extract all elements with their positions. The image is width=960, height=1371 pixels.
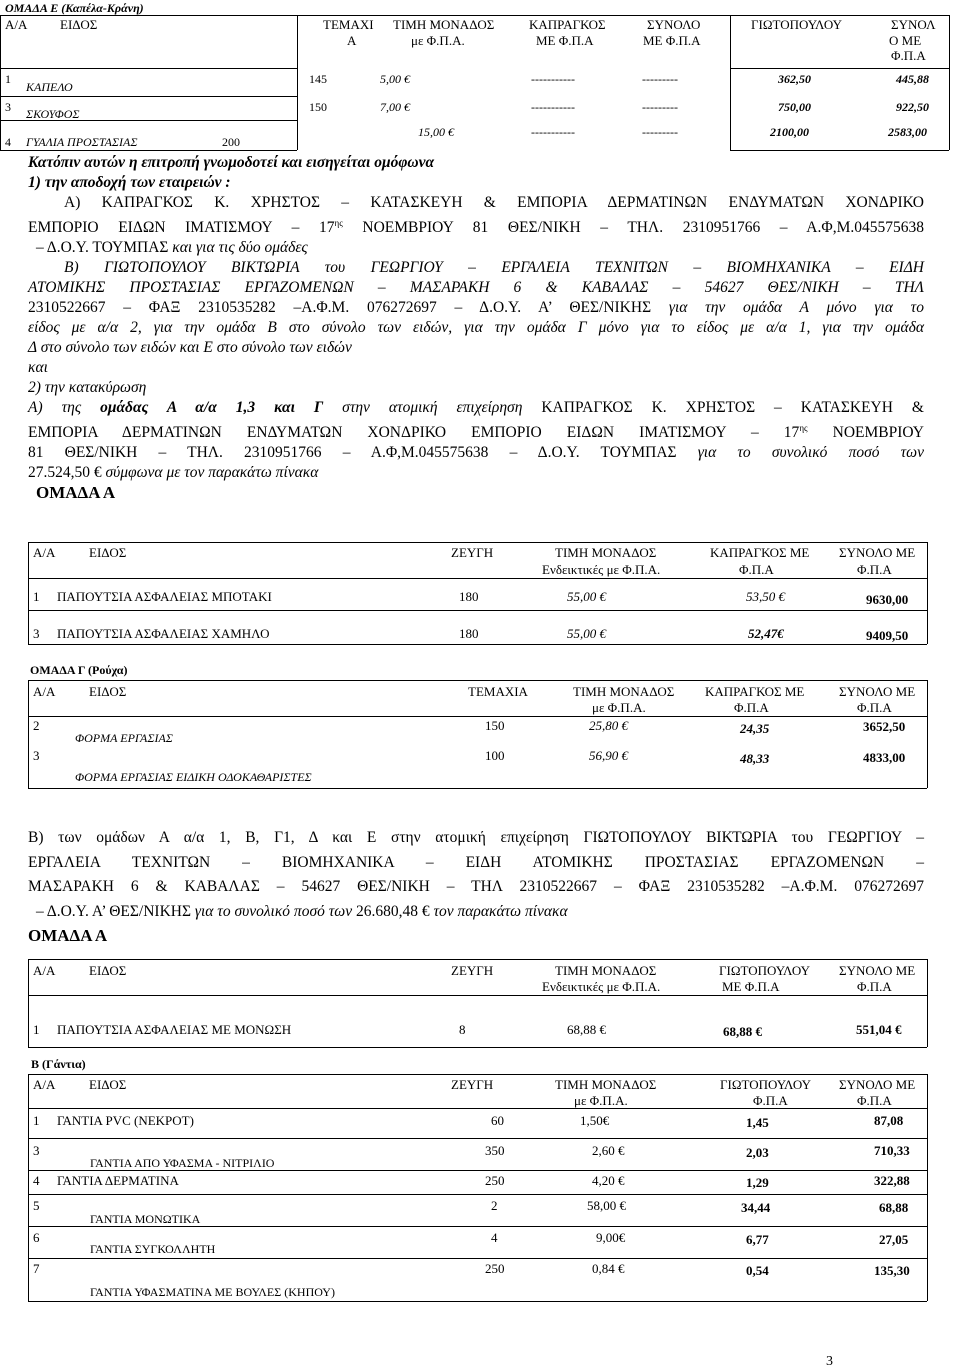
col-header-synolo-b-2: Ο ΜΕ [889, 33, 922, 48]
group-title: Β (Γάντια) [31, 1057, 86, 1071]
col-header-temaxia: ΤΕΜΑΧΙ [323, 17, 374, 32]
cell-qty: 250 [485, 1173, 505, 1188]
col-header-kapragkos-2: Φ.Π.Α [734, 700, 769, 715]
col-header-synolo-b-3: Φ.Π.Α [891, 48, 926, 63]
company-b-line: Β) ΓΙΩΤΟΠΟΥΛΟΥ ΒΙΚΤΩΡΙΑ του ΓΕΩΡΓΙΟΥ – ΕΡΓΑΛΕΙΑ ΤΕΧΝΙΤΩΝ – ΒΙΟΜΗΧΑΝΙΚΑ – ΕΙΔΗ [64, 259, 924, 277]
cell-qty: 100 [485, 748, 505, 763]
cell-synolo: 9630,00 [866, 592, 909, 607]
cell-price: 1,50€ [580, 1113, 610, 1128]
col-header-aa: Α/Α [33, 1077, 56, 1092]
col-header-synolo-2: ΜΕ Φ.Π.Α [643, 33, 701, 48]
cell-synolo: 27,05 [879, 1232, 909, 1247]
col-header-kapragkos: ΚΑΠΡΑΓΚΟΣ [529, 17, 606, 32]
cell-eidos: ΓΑΝΤΙΑ PVC (ΝΕΚΡΟΤ) [57, 1113, 194, 1128]
company-b-line-3: 2310522667 – ΦΑΞ 2310535282 –Α.Φ.Μ. 076272697 – Δ.Ο.Υ. Α’ ΘΕΣ/ΝΙΚΗΣ για την ομάδα Α μόνο για το [28, 299, 924, 317]
cell-qty: 4 [491, 1230, 498, 1245]
company-b-line-2: ΑΤΟΜΙΚΗΣ ΠΡΟΣΤΑΣΙΑΣ ΕΡΓΑΖΟΜΕΝΩΝ – ΜΑΣΑΡΑΚΗ 6 & ΚΑΒΑΛΑΣ – 54627 ΘΕΣ/ΝΙΚΗ – ΤΗΛ [28, 279, 924, 297]
cell-synolo: 4833,00 [863, 750, 906, 765]
cell-aa: 1 [33, 1022, 40, 1037]
col-header-kapragkos: ΚΑΠΡΑΓΚΟΣ ΜΕ [710, 545, 810, 560]
cell-qty: 60 [491, 1113, 504, 1128]
col-header-zeygi: ΖΕΥΓΗ [451, 545, 494, 560]
award-b-line-2: ΕΡΓΑΛΕΙΑ ΤΕΧΝΙΤΩΝ – ΒΙΟΜΗΧΑΝΙΚΑ – ΕΙΔΗ ΑΤΟΜΙΚΗΣ ΠΡΟΣΤΑΣΙΑΣ ΕΡΓΑΖΟΜΕΝΩΝ – [28, 853, 924, 871]
cell-eidos: ΣΚΟΥΦΟΣ [26, 107, 80, 121]
cell-aa: 7 [33, 1261, 40, 1276]
company-a-line-3: – Δ.Ο.Υ. ΤΟΥΜΠΑΣ και για τις δύο ομάδες [36, 239, 308, 257]
col-header-synolo-2: Φ.Π.Α [857, 700, 892, 715]
col-header-giotopoulou: ΓΙΩΤΟΠΟΥΛΟΥ [751, 17, 843, 32]
col-header-synolo-2: Φ.Π.Α [857, 562, 892, 577]
cell-eidos: ΚΑΠΕΛΟ [26, 80, 73, 94]
cell-synolo: 9409,50 [866, 628, 909, 643]
cell-kapragkos: 52,47€ [748, 626, 784, 641]
cell-qty: 2 [491, 1198, 498, 1213]
col-header-giotopoulou: ΓΙΩΤΟΠΟΥΛΟΥ [720, 1077, 812, 1092]
cell-price: 2,60 € [592, 1143, 625, 1158]
cell-eidos: ΓΑΝΤΙΑ ΣΥΓΚΟΛΛΗΤΗ [90, 1242, 216, 1256]
col-header-aa: Α/Α [5, 17, 28, 32]
award-a-line: Α) της ομάδας Α α/α 1,3 και Γ στην ατομική επιχείρηση ΚΑΠΡΑΓΚΟΣ Κ. ΧΡΗΣΤΟΣ – ΚΑΤΑΣΚΕΥΗ & [28, 399, 924, 417]
cell-synolo: --------- [642, 125, 678, 139]
cell-synolo-b: 922,50 [896, 100, 929, 114]
cell-qty: 250 [485, 1261, 505, 1276]
cell-eidos: ΓΑΝΤΙΑ ΑΠΟ ΥΦΑΣΜΑ - ΝΙΤΡΙΛΙΟ [90, 1156, 275, 1170]
cell-aa: 4 [33, 1173, 40, 1188]
col-header-aa: Α/Α [33, 545, 56, 560]
col-header-zeygi: ΖΕΥΓΗ [451, 963, 494, 978]
and-line: και [28, 359, 48, 377]
col-header-synolo: ΣΥΝΟΛΟ ΜΕ [839, 1077, 916, 1092]
cell-qty: 350 [485, 1143, 505, 1158]
cell-aa: 3 [5, 100, 11, 114]
cell-qty: 8 [459, 1022, 466, 1037]
cell-aa: 2 [33, 718, 40, 733]
cell-eidos: ΠΑΠΟΥΤΣΙΑ ΑΣΦΑΛΕΙΑΣ ΜΕ ΜΟΝΩΣΗ [57, 1022, 292, 1037]
col-header-timi: ΤΙΜΗ ΜΟΝΑΔΟΣ [573, 684, 675, 699]
award-b-line: Β) των ομάδων Α α/α 1, Β, Γ1, Δ και Ε στην ατομική επιχείρηση ΓΙΩΤΟΠΟΥΛΟΥ ΒΙΚΤΩΡΙΑ του ΓΕΩΡΓΙΟΥ – [28, 829, 924, 846]
cell-eidos: ΦΟΡΜΑ ΕΡΓΑΣΙΑΣ ΕΙΔΙΚΗ ΟΔΟΚΑΘΑΡΙΣΤΕΣ [75, 770, 312, 784]
cell-qty: 180 [459, 626, 479, 641]
cell-aa: 3 [33, 748, 40, 763]
cell-price: 4,20 € [592, 1173, 625, 1188]
award-a-line-2: ΕΜΠΟΡΙΑ ΔΕΡΜΑΤΙΝΩΝ ΕΝΔΥΜΑΤΩΝ ΧΟΝΔΡΙΚΟ ΕΜΠΟΡΙΟ ΕΙΔΩΝ ΙΜΑΤΙΣΜΟΥ – $17^{\eta\varsigma}$ ΝΟΕΜΒΡΙΟΥ [28, 423, 924, 442]
cell-kapragkos: ----------- [531, 125, 575, 139]
col-header-synolo-2: Φ.Π.Α [857, 979, 892, 994]
col-header-aa: Α/Α [33, 963, 56, 978]
col-header-timi: ΤΙΜΗ ΜΟΝΑΔΟΣ [555, 1077, 657, 1092]
group-a-title: ΟΜΑΔΑ Α [28, 926, 108, 945]
cell-synolo: --------- [642, 100, 678, 114]
group-title: ΟΜΑΔΑ Ε (Καπέλα-Κράνη) [5, 1, 144, 15]
cell-giotopoulou: 6,77 [746, 1232, 769, 1247]
cell-synolo: 710,33 [874, 1143, 910, 1158]
col-header-synolo: ΣΥΝΟΛΟ ΜΕ [839, 684, 916, 699]
cell-price: 15,00 € [418, 125, 454, 139]
col-header-giotopoulou-2: Φ.Π.Α [753, 1093, 788, 1108]
col-header-timi-2: Ενδεικτικές με Φ.Π.Α. [542, 979, 661, 994]
cell-kapragkos: ----------- [531, 100, 575, 114]
col-header-timi-2: με Φ.Π.Α. [592, 700, 646, 715]
cell-giotopoulou: 1,29 [746, 1175, 769, 1190]
col-header-temaxia-2: Α [347, 33, 357, 48]
col-header-timi: ΤΙΜΗ ΜΟΝΑΔΟΣ [555, 963, 657, 978]
col-header-giotopoulou: ΓΙΩΤΟΠΟΥΛΟΥ [719, 963, 811, 978]
col-header-kapragkos: ΚΑΠΡΑΓΚΟΣ ΜΕ [705, 684, 805, 699]
col-header-aa: Α/Α [33, 684, 56, 699]
col-header-timi: ΤΙΜΗ ΜΟΝΑΔΟΣ [555, 545, 657, 560]
cell-synolo: 68,88 [879, 1200, 909, 1215]
col-header-temaxia: ΤΕΜΑΧΙΑ [468, 684, 528, 699]
col-header-eidos: ΕΙΔΟΣ [89, 684, 127, 699]
cell-eidos: ΦΟΡΜΑ ΕΡΓΑΣΙΑΣ [75, 731, 173, 745]
col-header-kapragkos-2: Φ.Π.Α [739, 562, 774, 577]
award-b-text [28, 826, 924, 949]
group-title: ΟΜΑΔΑ Γ (Ρούχα) [30, 663, 128, 677]
decision-intro: Κατόπιν αυτών η επιτροπή γνωμοδοτεί και εισηγείται ομόφωνα [28, 154, 435, 171]
groups-line: είδος με α/α 2, για την ομάδα Β στο σύνολο των ειδών, για την ομάδα Γ μόνο για το είδος με α/α 1, για την ομάδα [28, 319, 924, 337]
cell-synolo: --------- [642, 72, 678, 86]
col-header-eidos: ΕΙΔΟΣ [89, 545, 127, 560]
cell-synolo-b: 2583,00 [888, 125, 927, 139]
page-number: 3 [826, 1354, 833, 1369]
cell-qty: 200 [222, 135, 240, 149]
col-header-giotopoulou-2: ΜΕ Φ.Π.Α [722, 979, 780, 994]
cell-aa: 4 [5, 135, 11, 149]
cell-giotopoulou: 1,45 [746, 1115, 769, 1130]
col-header-synolo-2: Φ.Π.Α [857, 1093, 892, 1108]
cell-eidos: ΠΑΠΟΥΤΣΙΑ ΑΣΦΑΛΕΙΑΣ ΜΠΟΤΑΚΙ [57, 589, 272, 604]
cell-price: 5,00 € [380, 72, 410, 86]
company-a-line-2: ΕΜΠΟΡΙΟ ΕΙΔΩΝ ΙΜΑΤΙΣΜΟΥ – $17^{\eta\varsigma}$ ΝΟΕΜΒΡΙΟΥ 81 ΘΕΣ/ΝΙΚΗ – ΤΗΛ. 2310951766 – Α.Φ,Μ.045575638 [28, 218, 924, 237]
award-b-line-3: ΜΑΣΑΡΑΚΗ 6 & ΚΑΒΑΛΑΣ – 54627 ΘΕΣ/ΝΙΚΗ – ΤΗΛ 2310522667 – ΦΑΞ 2310535282 –Α.Φ.Μ. 076272697 [28, 878, 924, 895]
cell-eidos: ΓΥΑΛΙΑ ΠΡΟΣΤΑΣΙΑΣ [26, 135, 138, 149]
cell-price: 68,88 € [567, 1022, 606, 1037]
cell-qty: 145 [309, 72, 327, 86]
cell-eidos: ΠΑΠΟΥΤΣΙΑ ΑΣΦΑΛΕΙΑΣ ΧΑΜΗΛΟ [57, 626, 270, 641]
col-header-synolo-b: ΣΥΝΟΛ [891, 17, 936, 32]
col-header-eidos: ΕΙΔΟΣ [89, 963, 127, 978]
cell-giotopoulou: 34,44 [741, 1200, 771, 1215]
cell-aa: 3 [33, 626, 40, 641]
group-a-title: ΟΜΑΔΑ Α [36, 483, 116, 503]
cell-kapragkos: 24,35 [740, 721, 770, 736]
cell-giotopoulou: 2100,00 [770, 125, 809, 139]
cell-synolo: 87,08 [874, 1113, 904, 1128]
cell-aa: 1 [33, 1113, 40, 1128]
cell-giotopoulou: 750,00 [778, 100, 811, 114]
col-header-zeygi: ΖΕΥΓΗ [451, 1077, 494, 1092]
decision-acceptance: 1) την αποδοχή των εταιρειών : [28, 174, 231, 191]
col-header-timi-2: Ενδεικτικές με Φ.Π.Α. [542, 562, 661, 577]
cell-giotopoulou: 68,88 € [723, 1024, 762, 1039]
cell-synolo: 551,04 € [856, 1022, 902, 1037]
award-a-line-3: 81 ΘΕΣ/ΝΙΚΗ – ΤΗΛ. 2310951766 – Α.Φ,Μ.045575638 – Δ.Ο.Υ. ΤΟΥΜΠΑΣ για το συνολικό ποσό των [28, 444, 925, 462]
col-header-timi-2: με Φ.Π.Α. [574, 1093, 628, 1108]
cell-qty: 150 [309, 100, 327, 114]
cell-qty: 180 [459, 589, 479, 604]
cell-kapragkos: ----------- [531, 72, 575, 86]
cell-aa: 1 [5, 72, 11, 86]
col-header-timi-2: με Φ.Π.Α. [411, 33, 465, 48]
col-header-eidos: ΕΙΔΟΣ [60, 17, 98, 32]
cell-aa: 6 [33, 1230, 40, 1245]
cell-aa: 3 [33, 1143, 40, 1158]
cell-price: 58,00 € [587, 1198, 626, 1213]
col-header-eidos: ΕΙΔΟΣ [89, 1077, 127, 1092]
cell-synolo: 135,30 [874, 1263, 910, 1278]
col-header-synolo: ΣΥΝΟΛΟ [647, 17, 701, 32]
cell-price: 7,00 € [380, 100, 410, 114]
award-b-line-4: – Δ.Ο.Υ. Α’ ΘΕΣ/ΝΙΚΗΣ για το συνολικό ποσό των 26.680,48 € τον παρακάτω πίνακα [36, 902, 568, 920]
cell-giotopoulou: 0,54 [746, 1263, 769, 1278]
decision-text [28, 153, 924, 503]
cell-price: 55,00 € [567, 589, 606, 604]
cell-kapragkos: 53,50 € [746, 589, 785, 604]
cell-aa: 1 [33, 589, 40, 604]
cell-aa: 5 [33, 1198, 40, 1213]
col-header-synolo: ΣΥΝΟΛΟ ΜΕ [839, 963, 916, 978]
groups-line-2: Δ στο σύνολο των ειδών και Ε στο σύνολο των ειδών [28, 339, 352, 357]
cell-eidos: ΓΑΝΤΙΑ ΔΕΡΜΑΤΙΝΑ [57, 1173, 179, 1188]
cell-kapragkos: 48,33 [740, 751, 770, 766]
cell-eidos: ΓΑΝΤΙΑ ΜΟΝΩΤΙΚΑ [90, 1212, 201, 1226]
cell-synolo: 3652,50 [863, 719, 906, 734]
cell-price: 56,90 € [589, 748, 628, 763]
cell-synolo: 322,88 [874, 1173, 910, 1188]
cell-price: 9,00€ [596, 1230, 626, 1245]
cell-synolo-b: 445,88 [896, 72, 929, 86]
cell-price: 55,00 € [567, 626, 606, 641]
col-header-synolo: ΣΥΝΟΛΟ ΜΕ [839, 545, 916, 560]
cell-eidos: ΓΑΝΤΙΑ ΥΦΑΣΜΑΤΙΝΑ ΜΕ ΒΟΥΛΕΣ (ΚΗΠΟΥ) [90, 1285, 335, 1299]
cell-price: 0,84 € [592, 1261, 625, 1276]
cell-price: 25,80 € [589, 718, 628, 733]
award-a-line-4: 27.524,50 € σύμφωνα με τον παρακάτω πίνακα [28, 464, 319, 482]
award-heading: 2) την κατακύρωση [28, 379, 147, 397]
col-header-kapragkos-2: ΜΕ Φ.Π.Α [536, 33, 594, 48]
company-a-line: Α) ΚΑΠΡΑΓΚΟΣ Κ. ΧΡΗΣΤΟΣ – ΚΑΤΑΣΚΕΥΗ & ΕΜΠΟΡΙΑ ΔΕΡΜΑΤΙΝΩΝ ΕΝΔΥΜΑΤΩΝ ΧΟΝΔΡΙΚΟ [64, 194, 924, 211]
cell-giotopoulou: 362,50 [778, 72, 811, 86]
col-header-timi: ΤΙΜΗ ΜΟΝΑΔΟΣ [393, 17, 495, 32]
cell-qty: 150 [485, 718, 505, 733]
cell-giotopoulou: 2,03 [746, 1145, 769, 1160]
